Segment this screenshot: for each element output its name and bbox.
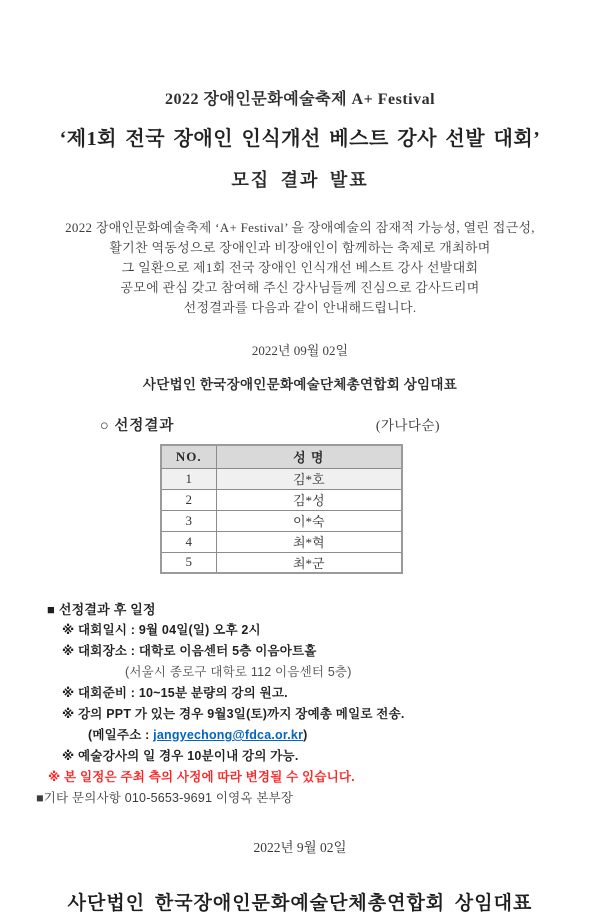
row-name: 최*혁 bbox=[216, 531, 402, 552]
contest-title: ‘제1회 전국 장애인 인식개선 베스트 강사 선발 대회’ bbox=[59, 128, 541, 150]
row-name: 김*호 bbox=[216, 468, 402, 489]
title-block bbox=[0, 86, 600, 192]
schedule-mail-line bbox=[88, 725, 600, 746]
row-number: 4 bbox=[161, 531, 216, 552]
row-name: 이*숙 bbox=[216, 510, 402, 531]
announcement-date: 2022년 09월 02일 bbox=[251, 343, 349, 358]
result-section-label: ○ 선정결과 bbox=[100, 418, 175, 434]
row-name: 김*성 bbox=[216, 489, 402, 510]
row-name: 최*군 bbox=[216, 552, 402, 573]
row-number: 3 bbox=[161, 510, 216, 531]
row-number: 2 bbox=[161, 489, 216, 510]
mail-label: (메일주소 : bbox=[88, 728, 154, 742]
intro-line: 2022 장애인문화예술축제 ‘A+ Festival’ 을 장애예술의 잠재적 가능성, 열린 접근성, bbox=[65, 220, 535, 235]
column-header-name: 성 명 bbox=[216, 445, 402, 468]
footer-organization-signature: 사단법인 한국장애인문화예술단체총연합회 상임대표 bbox=[67, 893, 533, 914]
intro-line: 그 일환으로 제1회 전국 장애인 인식개선 베스트 강사 선발대회 bbox=[121, 260, 479, 275]
schedule-heading: ■ 선정결과 후 일정 bbox=[47, 602, 156, 617]
table-header-row bbox=[161, 445, 402, 468]
intro-paragraph bbox=[0, 218, 600, 318]
organization-signature: 사단법인 한국장애인문화예술단체총연합회 상임대표 bbox=[142, 377, 458, 392]
schedule-datetime: ※ 대회일시 : 9월 04일(일) 오후 2시 bbox=[62, 623, 261, 637]
announcement-title: 모집 결과 발표 bbox=[231, 170, 369, 190]
footer-date: 2022년 9월 02일 bbox=[253, 840, 347, 855]
mail-close-paren: ) bbox=[303, 728, 308, 742]
row-number: 1 bbox=[161, 468, 216, 489]
email-link[interactable]: jangyechong@fdca.or.kr bbox=[153, 728, 304, 742]
result-label-row bbox=[0, 414, 600, 435]
intro-line: 공모에 관심 갖고 참여해 주신 강사님들께 진심으로 감사드리며 bbox=[120, 280, 480, 295]
column-header-no: NO. bbox=[161, 445, 216, 468]
schedule-art-lecturer: ※ 예술강사의 일 경우 10분이내 강의 가능. bbox=[62, 749, 299, 763]
schedule-venue: ※ 대회장소 : 대학로 이음센터 5층 이음아트홀 bbox=[62, 644, 317, 658]
table-row bbox=[161, 552, 402, 573]
schedule-change-notice: ※ 본 일정은 주최 측의 사정에 따라 변경될 수 있습니다. bbox=[48, 770, 355, 784]
row-number: 5 bbox=[161, 552, 216, 573]
table-row bbox=[161, 489, 402, 510]
schedule-ppt: ※ 강의 PPT 가 있는 경우 9월3일(토)까지 장예총 메일로 전송. bbox=[62, 707, 405, 721]
schedule-venue-address: (서울시 종로구 대학로 112 이음센터 5층) bbox=[125, 665, 352, 679]
table-row bbox=[161, 468, 402, 489]
intro-line: 활기찬 역동성으로 장애인과 비장애인이 함께하는 축제로 개최하며 bbox=[109, 240, 491, 255]
selection-result-table bbox=[160, 444, 403, 574]
schedule-section bbox=[0, 599, 600, 809]
contact-info: ■기타 문의사항 010-5653-9691 이영옥 본부장 bbox=[36, 791, 294, 805]
table-row bbox=[161, 531, 402, 552]
festival-title: 2022 장애인문화예술축제 A+ Festival bbox=[164, 91, 436, 108]
intro-line: 선정결과를 다음과 같이 안내해드립니다. bbox=[183, 300, 417, 315]
sort-order-note: (가나다순) bbox=[375, 418, 440, 433]
table-row bbox=[161, 510, 402, 531]
schedule-preparation: ※ 대회준비 : 10~15분 분량의 강의 원고. bbox=[62, 686, 288, 700]
